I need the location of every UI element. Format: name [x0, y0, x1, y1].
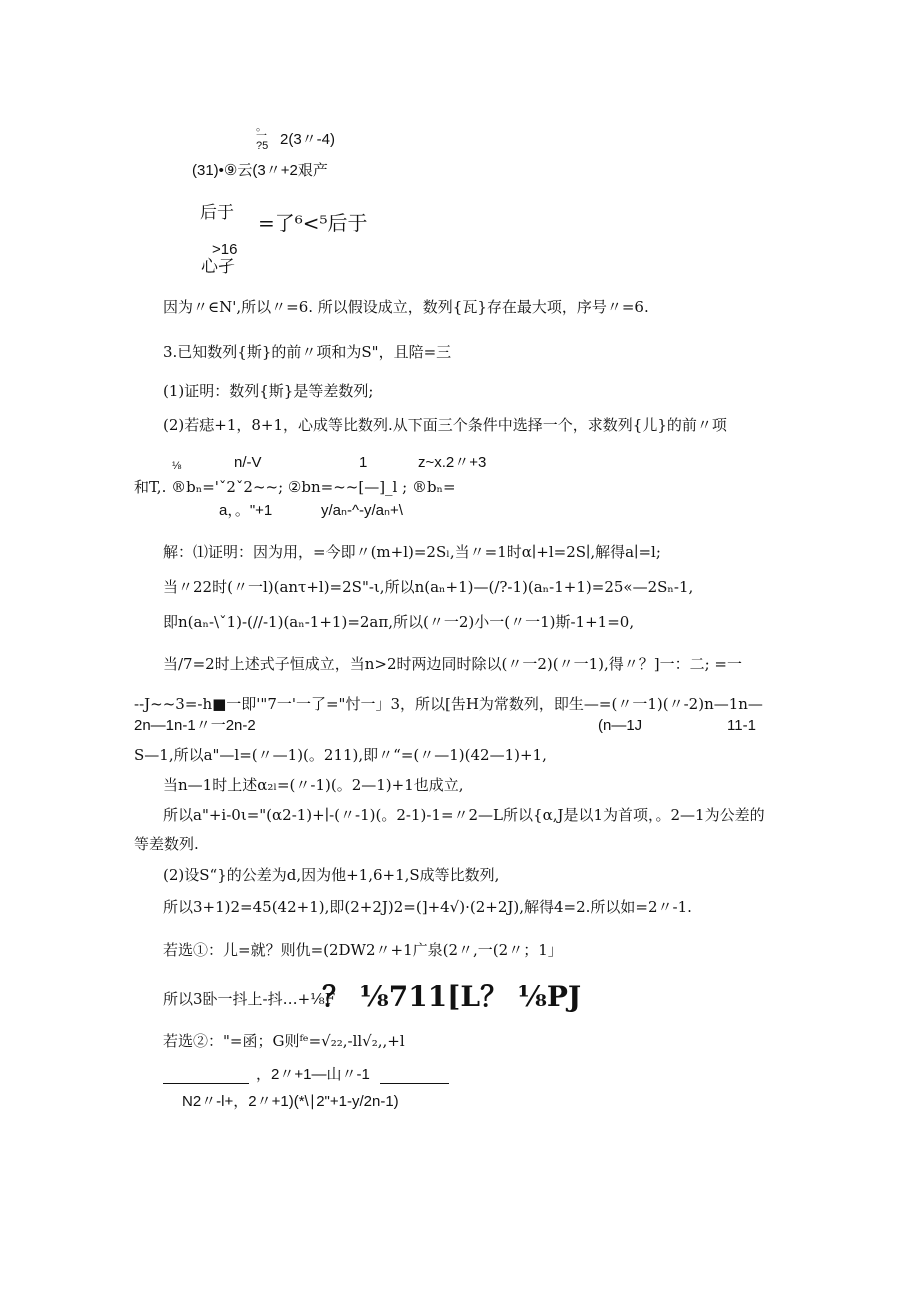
formula-fragment: y/aₙ-^-y/aₙ+\ — [321, 502, 403, 519]
text-line: 即n(aₙ-\ˇ1)-(//-1)(aₙ-1+1)=2aπ,所以(〃一2)小一(〃一1)斯-1+1=0, — [163, 613, 635, 631]
text-line: 所以3卧一抖上-抖…+⅛F — [163, 990, 336, 1008]
text-line: 所以3+1)2=45(42+1),即(2+2J)2=(]+4√)·(2+2J),解得4=2.所以如=2〃-1. — [163, 898, 692, 916]
text-fragment: ?5 — [256, 140, 269, 152]
formula-fragment: ？ ⅛711[L？ ⅛PJ — [322, 980, 582, 1013]
formula-fragment: >16 — [212, 241, 238, 258]
formula-numerator: ，2〃+1—山〃-1 — [256, 1066, 370, 1083]
text-line: 当〃22时(〃一l)(anτ+l)=2S"-ι,所以n(aₙ+1)—(/?-1)(aₙ-1+1)=25«—2Sₙ-1, — [163, 578, 694, 596]
text-line: 解：⑴证明：因为用，=今即〃(m+l)=2Sₗ,当〃=1时α∣+l=2S∣,解得a∣=l; — [163, 543, 661, 561]
text-line: (1)证明：数列{斯}是等差数列; — [163, 382, 374, 400]
formula-fragment: 2n—1n-1〃一2n-2 — [134, 717, 256, 734]
text-line: (2)设S“}的公差为d,因为他+1,6+1,S成等比数列, — [163, 866, 500, 884]
formula-fragment: z~x.2〃+3 — [418, 454, 487, 471]
formula-fragment: 心孑 — [201, 257, 235, 277]
fraction-bar — [380, 1083, 449, 1084]
formula-denominator: N2〃-l+，2〃+1)(*\∣2"+1-y/2n-1) — [182, 1093, 399, 1110]
text-line: (2)若痣+1，8+1，心成等比数列.从下面三个条件中选择一个，求数列{儿}的前〃项 — [163, 416, 727, 434]
text-line: 当n—1时上述α₂ₗ=(〃-1)(。2—1)+1也成立, — [163, 776, 464, 794]
formula-fragment: a，。"+1 — [219, 502, 273, 519]
text-fragment: 一 — [256, 130, 267, 142]
formula-fragment: n/-V — [234, 454, 262, 471]
formula-fragment: ⅛ — [172, 460, 182, 472]
formula-fragment: 1 — [359, 454, 368, 471]
text-line: --J~~3=-h■一即'"7一'一了="忖一」3，所以[吿H为常数列，即生—=(〃一1)(〃-2)n—1n— — [134, 695, 763, 713]
formula-line: (31)•⑨云(3〃+2艰产 — [192, 162, 328, 179]
text-line: 和T,. ®bₙ='ˇ2ˇ2~~; ②bn=~~[—]_l ; ®bₙ= — [134, 478, 456, 496]
text-line: 当/7=2时上述式子恒成立，当n>2时两边同时除以(〃一2)(〃一1),得〃？]一：二; =一 — [163, 655, 742, 673]
formula-line: 2(3〃-4) — [280, 131, 336, 148]
text-line: 若选②："=函；G则ᶠᵉ=√₂₂,-ll√₂,,+l — [163, 1032, 405, 1050]
formula-fragment: 后于 — [200, 203, 234, 223]
formula-fragment: (n—1J — [598, 717, 643, 734]
text-fragment: 。 — [256, 121, 267, 133]
fraction-bar — [163, 1083, 249, 1084]
text-line: S—1,所以a"—l=(〃—1)(。211),即〃“=(〃—1)(42—1)+1, — [134, 746, 547, 764]
text-line: 所以a"+i-0ι="(α2-1)+∣-(〃-1)(。2-1)-1=〃2—L所以{α,J是以1为首项，。2—1为公差的 — [163, 806, 765, 824]
formula-fragment: 11-1 — [727, 717, 756, 734]
problem-statement: 3.已知数列{斯}的前〃项和为S"，且陪=三 — [163, 343, 452, 361]
formula-fragment: =了⁶<⁵后于 — [258, 211, 368, 235]
text-line: 若选①：儿=就？则仇=(2DW2〃+1广泉(2〃,一(2〃；1」 — [163, 941, 563, 959]
text-line: 因为〃∈N',所以〃=6. 所以假设成立，数列{瓦}存在最大项，序号〃=6. — [163, 298, 649, 316]
text-line: 等差数列. — [134, 835, 199, 853]
